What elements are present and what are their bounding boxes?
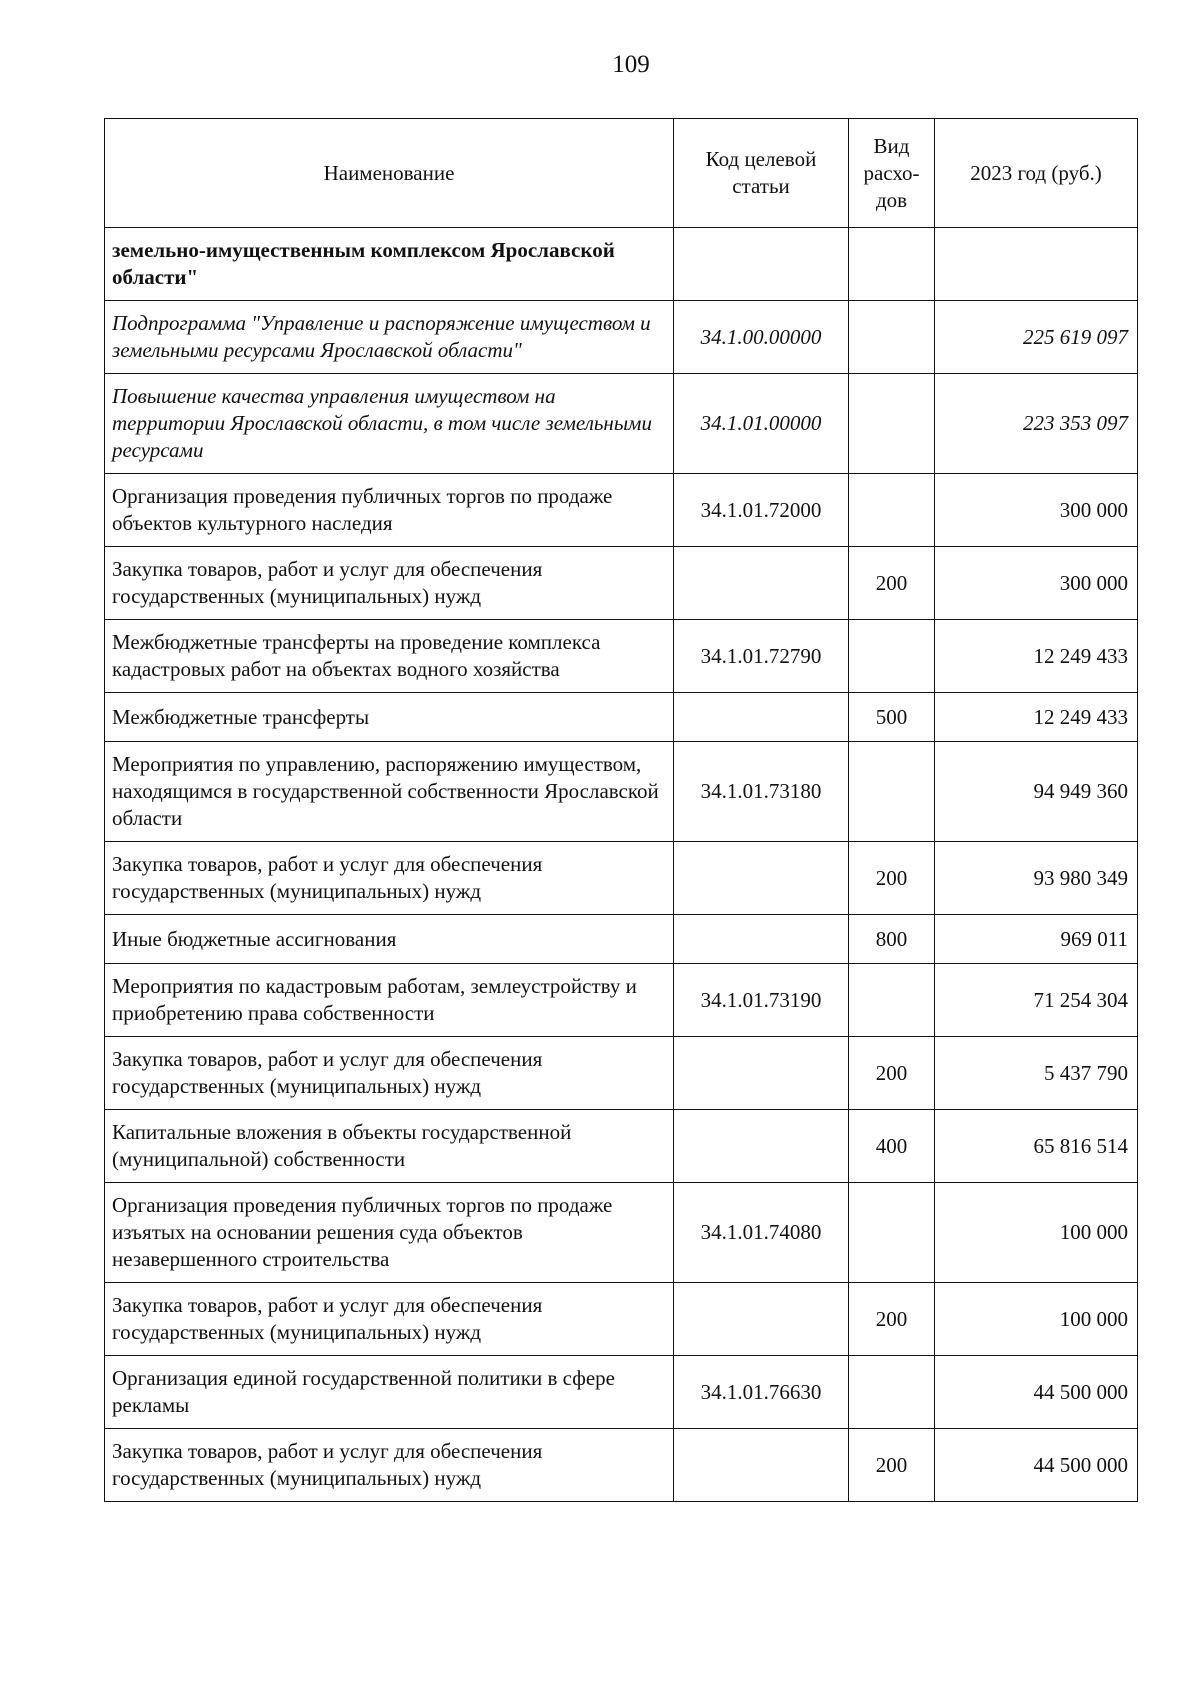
cell-expense-kind: [849, 742, 935, 842]
cell-name: Закупка товаров, работ и услуг для обеспечения государственных (муниципальных) нужд: [105, 547, 674, 620]
cell-target-code: 34.1.01.72790: [674, 620, 849, 693]
budget-table: [104, 118, 1138, 1502]
cell-target-code: 34.1.01.76630: [674, 1356, 849, 1429]
cell-target-code: 34.1.01.00000: [674, 374, 849, 474]
cell-amount: 100 000: [935, 1183, 1138, 1283]
cell-expense-kind: 400: [849, 1110, 935, 1183]
cell-amount: 969 011: [935, 915, 1138, 964]
cell-target-code: [674, 915, 849, 964]
cell-target-code: [674, 693, 849, 742]
cell-expense-kind: [849, 374, 935, 474]
table-body: [105, 228, 1138, 1502]
table-row: [105, 964, 1138, 1037]
cell-amount: 300 000: [935, 474, 1138, 547]
header-code: Код целевой статьи: [674, 119, 849, 228]
cell-amount: [935, 228, 1138, 301]
cell-name: Закупка товаров, работ и услуг для обеспечения государственных (муниципальных) нужд: [105, 1429, 674, 1502]
cell-amount: 44 500 000: [935, 1356, 1138, 1429]
cell-amount: 5 437 790: [935, 1037, 1138, 1110]
cell-amount: 71 254 304: [935, 964, 1138, 1037]
cell-amount: 12 249 433: [935, 693, 1138, 742]
cell-target-code: [674, 1429, 849, 1502]
cell-amount: 100 000: [935, 1283, 1138, 1356]
cell-expense-kind: 200: [849, 1283, 935, 1356]
table-row: [105, 1110, 1138, 1183]
cell-target-code: 34.1.00.00000: [674, 301, 849, 374]
cell-target-code: 34.1.01.72000: [674, 474, 849, 547]
header-row: [105, 119, 1138, 228]
cell-name: Организация проведения публичных торгов по продаже изъятых на основании решения суда объектов незавершенного строительства: [105, 1183, 674, 1283]
cell-name: Иные бюджетные ассигнования: [105, 915, 674, 964]
cell-name: Межбюджетные трансферты: [105, 693, 674, 742]
table-row: [105, 1037, 1138, 1110]
cell-target-code: [674, 842, 849, 915]
cell-name: Капитальные вложения в объекты государственной (муниципальной) собственности: [105, 1110, 674, 1183]
header-amount: 2023 год (руб.): [935, 119, 1138, 228]
cell-amount: 65 816 514: [935, 1110, 1138, 1183]
table-row: [105, 301, 1138, 374]
cell-target-code: [674, 228, 849, 301]
cell-expense-kind: 500: [849, 693, 935, 742]
cell-name: Организация проведения публичных торгов по продаже объектов культурного наследия: [105, 474, 674, 547]
table-row: [105, 915, 1138, 964]
table-row: [105, 693, 1138, 742]
cell-name: Закупка товаров, работ и услуг для обеспечения государственных (муниципальных) нужд: [105, 1283, 674, 1356]
cell-expense-kind: [849, 228, 935, 301]
cell-amount: 225 619 097: [935, 301, 1138, 374]
cell-amount: 93 980 349: [935, 842, 1138, 915]
cell-expense-kind: 200: [849, 842, 935, 915]
table-row: [105, 374, 1138, 474]
cell-target-code: [674, 547, 849, 620]
cell-expense-kind: [849, 620, 935, 693]
table-header: [105, 119, 1138, 228]
cell-target-code: 34.1.01.73180: [674, 742, 849, 842]
header-kind: Вид расхо-дов: [849, 119, 935, 228]
table-row: [105, 620, 1138, 693]
table-row: [105, 1183, 1138, 1283]
cell-expense-kind: 200: [849, 1429, 935, 1502]
cell-name: Закупка товаров, работ и услуг для обеспечения государственных (муниципальных) нужд: [105, 842, 674, 915]
cell-amount: 223 353 097: [935, 374, 1138, 474]
cell-name: Мероприятия по управлению, распоряжению имуществом, находящимся в государственной собственности Ярославской области: [105, 742, 674, 842]
cell-amount: 300 000: [935, 547, 1138, 620]
cell-target-code: [674, 1037, 849, 1110]
table-row: [105, 1283, 1138, 1356]
table-row: [105, 742, 1138, 842]
cell-expense-kind: [849, 1356, 935, 1429]
cell-name: Подпрограмма "Управление и распоряжение имуществом и земельными ресурсами Ярославской области": [105, 301, 674, 374]
cell-target-code: [674, 1283, 849, 1356]
cell-name: Повышение качества управления имуществом на территории Ярославской области, в том числе земельными ресурсами: [105, 374, 674, 474]
cell-expense-kind: [849, 1183, 935, 1283]
table-row: [105, 474, 1138, 547]
cell-expense-kind: [849, 474, 935, 547]
table-row: [105, 547, 1138, 620]
cell-target-code: 34.1.01.74080: [674, 1183, 849, 1283]
table-row: [105, 1429, 1138, 1502]
cell-name: Мероприятия по кадастровым работам, землеустройству и приобретению права собственности: [105, 964, 674, 1037]
header-name: Наименование: [105, 119, 674, 228]
page-number: 109: [612, 51, 650, 78]
cell-amount: 44 500 000: [935, 1429, 1138, 1502]
cell-target-code: 34.1.01.73190: [674, 964, 849, 1037]
cell-name: Организация единой государственной политики в сфере рекламы: [105, 1356, 674, 1429]
table-row: [105, 228, 1138, 301]
table-row: [105, 842, 1138, 915]
cell-expense-kind: 800: [849, 915, 935, 964]
cell-target-code: [674, 1110, 849, 1183]
cell-expense-kind: [849, 964, 935, 1037]
cell-name: Закупка товаров, работ и услуг для обеспечения государственных (муниципальных) нужд: [105, 1037, 674, 1110]
table-row: [105, 1356, 1138, 1429]
cell-name: Межбюджетные трансферты на проведение комплекса кадастровых работ на объектах водного хозяйства: [105, 620, 674, 693]
cell-amount: 12 249 433: [935, 620, 1138, 693]
cell-name: земельно-имущественным комплексом Ярославской области": [105, 228, 674, 301]
cell-expense-kind: 200: [849, 547, 935, 620]
cell-expense-kind: [849, 301, 935, 374]
cell-expense-kind: 200: [849, 1037, 935, 1110]
cell-amount: 94 949 360: [935, 742, 1138, 842]
